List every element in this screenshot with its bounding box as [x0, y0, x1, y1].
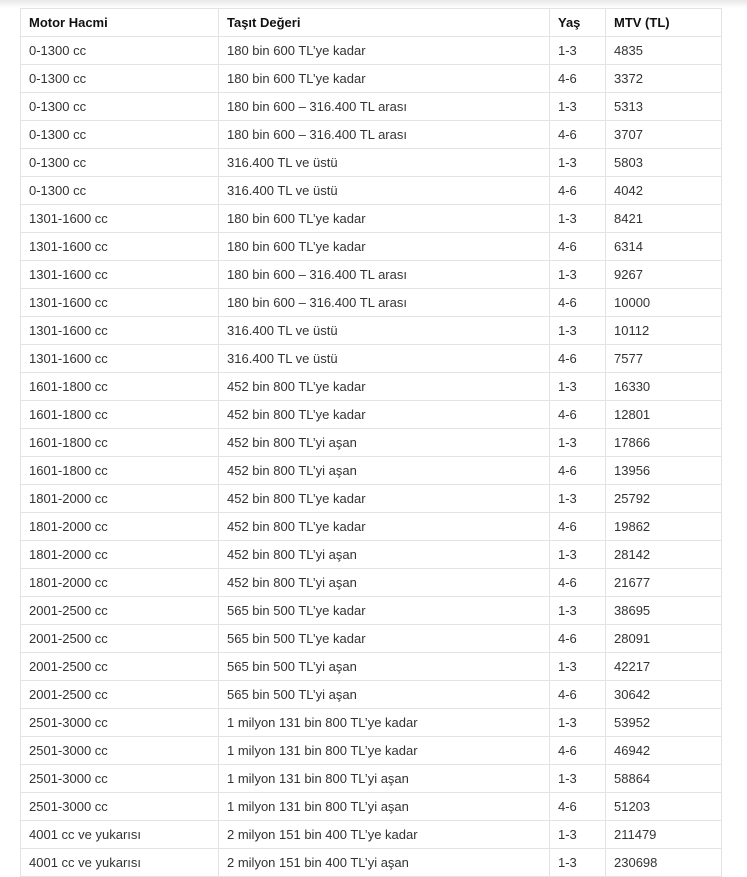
- table-row: [21, 793, 722, 821]
- table-row: [21, 597, 722, 625]
- cell-mtv: 4042: [606, 177, 722, 205]
- cell-yas: 4-6: [550, 289, 606, 317]
- cell-tasit-degeri: 180 bin 600 TL’ye kadar: [219, 233, 550, 261]
- cell-yas: 4-6: [550, 233, 606, 261]
- cell-mtv: 51203: [606, 793, 722, 821]
- cell-mtv: 42217: [606, 653, 722, 681]
- top-shadow: [0, 0, 747, 8]
- cell-tasit-degeri: 1 milyon 131 bin 800 TL’ye kadar: [219, 709, 550, 737]
- table-row: [21, 737, 722, 765]
- table-row: [21, 177, 722, 205]
- cell-motor-hacmi: 1301-1600 cc: [21, 233, 219, 261]
- cell-yas: 4-6: [550, 65, 606, 93]
- table-row: [21, 149, 722, 177]
- cell-mtv: 21677: [606, 569, 722, 597]
- cell-yas: 1-3: [550, 541, 606, 569]
- table-row: [21, 457, 722, 485]
- cell-mtv: 25792: [606, 485, 722, 513]
- table-row: [21, 93, 722, 121]
- cell-motor-hacmi: 1301-1600 cc: [21, 205, 219, 233]
- cell-yas: 1-3: [550, 765, 606, 793]
- cell-tasit-degeri: 452 bin 800 TL’yi aşan: [219, 569, 550, 597]
- table-row: [21, 121, 722, 149]
- cell-motor-hacmi: 2001-2500 cc: [21, 653, 219, 681]
- cell-yas: 1-3: [550, 849, 606, 877]
- table-row: [21, 205, 722, 233]
- cell-motor-hacmi: 2501-3000 cc: [21, 793, 219, 821]
- cell-mtv: 230698: [606, 849, 722, 877]
- cell-mtv: 12801: [606, 401, 722, 429]
- cell-yas: 4-6: [550, 793, 606, 821]
- cell-tasit-degeri: 2 milyon 151 bin 400 TL’yi aşan: [219, 849, 550, 877]
- cell-yas: 1-3: [550, 709, 606, 737]
- cell-yas: 1-3: [550, 429, 606, 457]
- cell-mtv: 38695: [606, 597, 722, 625]
- header-row: [21, 9, 722, 37]
- table-row: [21, 765, 722, 793]
- cell-yas: 1-3: [550, 317, 606, 345]
- table-row: [21, 289, 722, 317]
- cell-motor-hacmi: 1801-2000 cc: [21, 569, 219, 597]
- cell-yas: 1-3: [550, 373, 606, 401]
- table-row: [21, 625, 722, 653]
- cell-yas: 1-3: [550, 485, 606, 513]
- cell-mtv: 17866: [606, 429, 722, 457]
- cell-tasit-degeri: 565 bin 500 TL’yi aşan: [219, 681, 550, 709]
- cell-yas: 1-3: [550, 653, 606, 681]
- cell-motor-hacmi: 1601-1800 cc: [21, 429, 219, 457]
- cell-yas: 1-3: [550, 261, 606, 289]
- cell-mtv: 58864: [606, 765, 722, 793]
- cell-mtv: 19862: [606, 513, 722, 541]
- cell-mtv: 8421: [606, 205, 722, 233]
- header-yas: Yaş: [550, 9, 606, 37]
- cell-mtv: 3372: [606, 65, 722, 93]
- cell-tasit-degeri: 2 milyon 151 bin 400 TL’ye kadar: [219, 821, 550, 849]
- table-row: [21, 513, 722, 541]
- cell-yas: 4-6: [550, 569, 606, 597]
- cell-tasit-degeri: 565 bin 500 TL’yi aşan: [219, 653, 550, 681]
- cell-motor-hacmi: 2501-3000 cc: [21, 737, 219, 765]
- table-row: [21, 261, 722, 289]
- cell-mtv: 5803: [606, 149, 722, 177]
- cell-motor-hacmi: 1601-1800 cc: [21, 457, 219, 485]
- cell-tasit-degeri: 316.400 TL ve üstü: [219, 149, 550, 177]
- cell-mtv: 3707: [606, 121, 722, 149]
- cell-motor-hacmi: 1301-1600 cc: [21, 345, 219, 373]
- cell-mtv: 9267: [606, 261, 722, 289]
- cell-motor-hacmi: 2001-2500 cc: [21, 597, 219, 625]
- table-row: [21, 233, 722, 261]
- table-row: [21, 849, 722, 877]
- table-row: [21, 709, 722, 737]
- cell-yas: 4-6: [550, 737, 606, 765]
- table-row: [21, 821, 722, 849]
- cell-mtv: 211479: [606, 821, 722, 849]
- cell-yas: 4-6: [550, 345, 606, 373]
- cell-motor-hacmi: 0-1300 cc: [21, 65, 219, 93]
- table-row: [21, 373, 722, 401]
- cell-motor-hacmi: 2501-3000 cc: [21, 709, 219, 737]
- cell-motor-hacmi: 2001-2500 cc: [21, 681, 219, 709]
- cell-tasit-degeri: 565 bin 500 TL’ye kadar: [219, 597, 550, 625]
- cell-tasit-degeri: 1 milyon 131 bin 800 TL’yi aşan: [219, 765, 550, 793]
- cell-tasit-degeri: 316.400 TL ve üstü: [219, 317, 550, 345]
- cell-yas: 1-3: [550, 821, 606, 849]
- cell-motor-hacmi: 0-1300 cc: [21, 37, 219, 65]
- cell-yas: 1-3: [550, 205, 606, 233]
- table-row: [21, 37, 722, 65]
- header-mtv: MTV (TL): [606, 9, 722, 37]
- table-row: [21, 317, 722, 345]
- cell-mtv: 53952: [606, 709, 722, 737]
- cell-tasit-degeri: 452 bin 800 TL’ye kadar: [219, 485, 550, 513]
- cell-tasit-degeri: 452 bin 800 TL’ye kadar: [219, 401, 550, 429]
- cell-tasit-degeri: 180 bin 600 TL’ye kadar: [219, 205, 550, 233]
- cell-tasit-degeri: 316.400 TL ve üstü: [219, 177, 550, 205]
- table-body: [21, 37, 722, 877]
- cell-motor-hacmi: 1301-1600 cc: [21, 317, 219, 345]
- header-motor-hacmi: Motor Hacmi: [21, 9, 219, 37]
- cell-yas: 1-3: [550, 597, 606, 625]
- cell-mtv: 7577: [606, 345, 722, 373]
- table-row: [21, 569, 722, 597]
- table-row: [21, 653, 722, 681]
- cell-tasit-degeri: 452 bin 800 TL’yi aşan: [219, 429, 550, 457]
- cell-yas: 4-6: [550, 681, 606, 709]
- cell-tasit-degeri: 180 bin 600 – 316.400 TL arası: [219, 289, 550, 317]
- table-header: [21, 9, 722, 37]
- cell-tasit-degeri: 565 bin 500 TL’ye kadar: [219, 625, 550, 653]
- cell-yas: 1-3: [550, 149, 606, 177]
- cell-motor-hacmi: 1801-2000 cc: [21, 485, 219, 513]
- cell-tasit-degeri: 180 bin 600 TL’ye kadar: [219, 37, 550, 65]
- cell-mtv: 46942: [606, 737, 722, 765]
- cell-tasit-degeri: 180 bin 600 – 316.400 TL arası: [219, 121, 550, 149]
- cell-motor-hacmi: 1801-2000 cc: [21, 541, 219, 569]
- cell-motor-hacmi: 1301-1600 cc: [21, 289, 219, 317]
- cell-motor-hacmi: 0-1300 cc: [21, 93, 219, 121]
- cell-mtv: 13956: [606, 457, 722, 485]
- cell-motor-hacmi: 0-1300 cc: [21, 177, 219, 205]
- table-row: [21, 65, 722, 93]
- cell-yas: 4-6: [550, 401, 606, 429]
- table-row: [21, 541, 722, 569]
- cell-mtv: 28091: [606, 625, 722, 653]
- cell-yas: 4-6: [550, 625, 606, 653]
- table-row: [21, 401, 722, 429]
- cell-tasit-degeri: 452 bin 800 TL’ye kadar: [219, 373, 550, 401]
- cell-tasit-degeri: 180 bin 600 TL’ye kadar: [219, 65, 550, 93]
- cell-motor-hacmi: 1301-1600 cc: [21, 261, 219, 289]
- cell-motor-hacmi: 1801-2000 cc: [21, 513, 219, 541]
- cell-tasit-degeri: 1 milyon 131 bin 800 TL’yi aşan: [219, 793, 550, 821]
- cell-yas: 1-3: [550, 37, 606, 65]
- mtv-table: [20, 8, 722, 877]
- cell-mtv: 10000: [606, 289, 722, 317]
- cell-yas: 4-6: [550, 457, 606, 485]
- cell-yas: 4-6: [550, 513, 606, 541]
- cell-yas: 1-3: [550, 93, 606, 121]
- cell-tasit-degeri: 452 bin 800 TL’yi aşan: [219, 541, 550, 569]
- cell-motor-hacmi: 1601-1800 cc: [21, 401, 219, 429]
- cell-motor-hacmi: 4001 cc ve yukarısı: [21, 821, 219, 849]
- cell-mtv: 28142: [606, 541, 722, 569]
- cell-mtv: 30642: [606, 681, 722, 709]
- cell-mtv: 16330: [606, 373, 722, 401]
- cell-motor-hacmi: 4001 cc ve yukarısı: [21, 849, 219, 877]
- cell-tasit-degeri: 180 bin 600 – 316.400 TL arası: [219, 261, 550, 289]
- table-row: [21, 485, 722, 513]
- cell-motor-hacmi: 2501-3000 cc: [21, 765, 219, 793]
- cell-mtv: 5313: [606, 93, 722, 121]
- cell-tasit-degeri: 452 bin 800 TL’ye kadar: [219, 513, 550, 541]
- cell-motor-hacmi: 1601-1800 cc: [21, 373, 219, 401]
- header-tasit-degeri: Taşıt Değeri: [219, 9, 550, 37]
- cell-yas: 4-6: [550, 177, 606, 205]
- cell-mtv: 10112: [606, 317, 722, 345]
- cell-motor-hacmi: 0-1300 cc: [21, 121, 219, 149]
- cell-tasit-degeri: 316.400 TL ve üstü: [219, 345, 550, 373]
- cell-mtv: 4835: [606, 37, 722, 65]
- cell-tasit-degeri: 1 milyon 131 bin 800 TL’ye kadar: [219, 737, 550, 765]
- table-row: [21, 345, 722, 373]
- table-row: [21, 681, 722, 709]
- cell-tasit-degeri: 180 bin 600 – 316.400 TL arası: [219, 93, 550, 121]
- table-row: [21, 429, 722, 457]
- cell-yas: 4-6: [550, 121, 606, 149]
- cell-tasit-degeri: 452 bin 800 TL’yi aşan: [219, 457, 550, 485]
- cell-motor-hacmi: 0-1300 cc: [21, 149, 219, 177]
- cell-mtv: 6314: [606, 233, 722, 261]
- cell-motor-hacmi: 2001-2500 cc: [21, 625, 219, 653]
